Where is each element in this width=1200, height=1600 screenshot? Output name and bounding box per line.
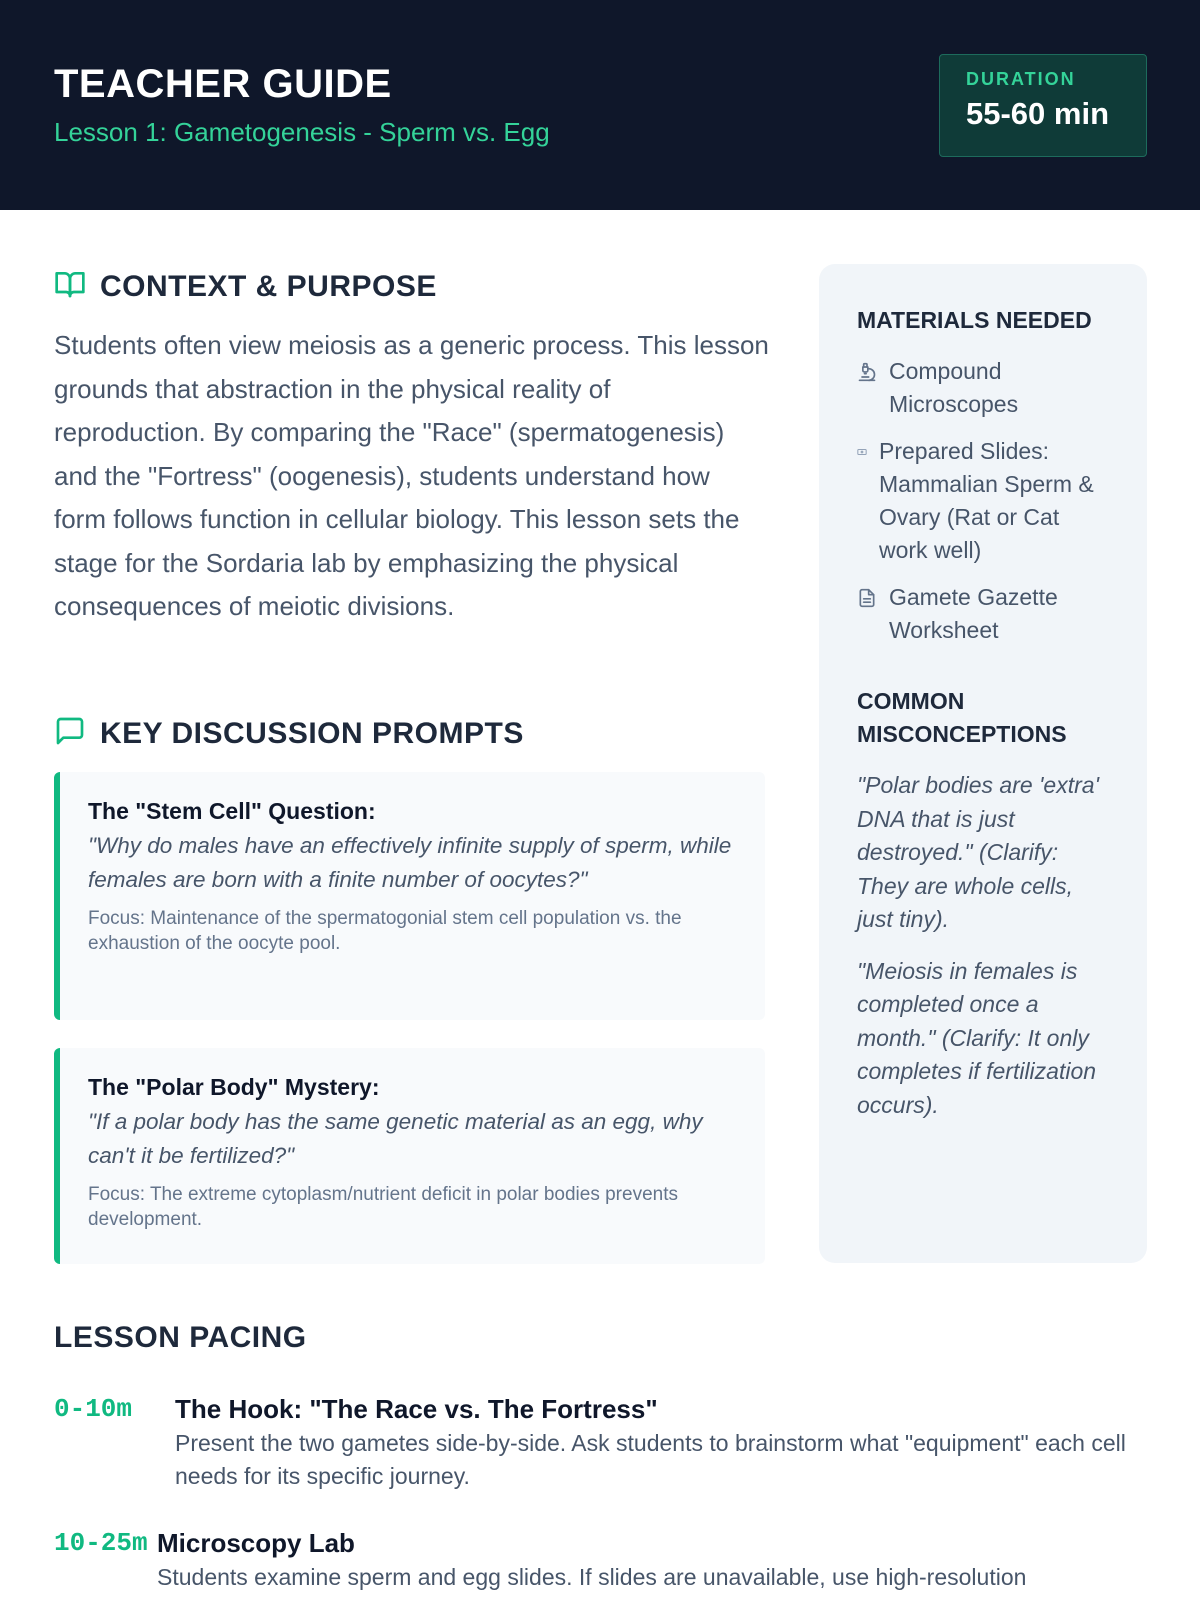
pacing-step-title: Microscopy Lab — [157, 1528, 355, 1558]
prompt-quote: "Why do males have an effectively infinite supply of sperm, while females are born with a finite number of oocytes?" — [88, 833, 732, 892]
document-icon — [857, 581, 879, 614]
slide-icon — [857, 435, 869, 468]
message-square-icon — [54, 715, 86, 752]
context-heading — [54, 268, 437, 305]
duration-box — [939, 54, 1147, 157]
materials-title: MATERIALS NEEDED — [857, 307, 1092, 333]
duration-label: DURATION — [966, 69, 1076, 89]
page-title: TEACHER GUIDE — [54, 62, 392, 106]
list-item — [857, 355, 1109, 421]
book-open-icon — [54, 268, 86, 305]
list-item — [857, 435, 1109, 567]
pacing-step — [54, 1393, 1135, 1493]
pacing-body — [175, 1393, 1135, 1493]
prompt-title: The "Polar Body" Mystery: — [88, 1074, 380, 1100]
material-label: Compound Microscopes — [889, 358, 1019, 417]
misconception-item: "Polar bodies are 'extra' DNA that is just destroyed." (Clarify: They are whole cells, just tiny). — [857, 772, 1099, 932]
material-label: Gamete Gazette Worksheet — [889, 584, 1058, 643]
duration-value: 55-60 min — [966, 96, 1110, 131]
pacing-title: LESSON PACING — [54, 1321, 307, 1354]
prompt-focus: Focus: The extreme cytoplasm/nutrient deficit in polar bodies prevents development. — [88, 1184, 678, 1230]
prompt-quote: "If a polar body has the same genetic material as an egg, why can't it be fertilized?" — [88, 1109, 703, 1168]
prompt-title: The "Stem Cell" Question: — [88, 798, 376, 824]
lesson-subtitle: Lesson 1: Gametogenesis - Sperm vs. Egg — [54, 117, 550, 147]
pacing-body — [157, 1527, 1137, 1594]
context-title: CONTEXT & PURPOSE — [100, 269, 437, 303]
page-header — [0, 0, 1200, 210]
pacing-step — [54, 1527, 1137, 1594]
misconception-item: "Meiosis in females is completed once a month." (Clarify: It only completes if fertilization occurs). — [857, 957, 1097, 1118]
context-paragraph: Students often view meiosis as a generic process. This lesson grounds that abstraction in the physical reality of reproduction. By comparing the "Race" (spermatogenesis) and the "Fortress" (oogenesis), students understand how form follows function in cellular biology. This lesson sets the stage for the Sordaria lab by emphasizing the physical consequences of meiotic divisions. — [54, 330, 769, 621]
prompts-heading — [54, 715, 524, 752]
pacing-time: 0-10m — [54, 1394, 133, 1424]
prompt-card-stem-cell — [54, 772, 765, 1020]
prompt-focus: Focus: Maintenance of the spermatogonial stem cell population vs. the exhaustion of the oocyte pool. — [88, 908, 682, 954]
pacing-time: 10-25m — [54, 1528, 148, 1558]
sidebar-panel — [819, 264, 1147, 1263]
misconceptions-title: COMMON MISCONCEPTIONS — [857, 688, 1067, 747]
pacing-step-desc: Present the two gametes side-by-side. Ask students to brainstorm what "equipment" each cell needs for its specific journey. — [175, 1430, 1126, 1489]
prompts-title: KEY DISCUSSION PROMPTS — [100, 716, 524, 750]
material-label: Prepared Slides: Mammalian Sperm & Ovary (Rat or Cat work well) — [879, 438, 1094, 563]
pacing-step-title: The Hook: "The Race vs. The Fortress" — [175, 1394, 658, 1424]
materials-list — [857, 355, 1109, 647]
list-item — [857, 581, 1109, 647]
pacing-step-desc: Students examine sperm and egg slides. If slides are unavailable, use high-resolution — [157, 1564, 1027, 1590]
microscope-icon — [857, 355, 879, 388]
prompt-card-polar-body — [54, 1048, 765, 1264]
